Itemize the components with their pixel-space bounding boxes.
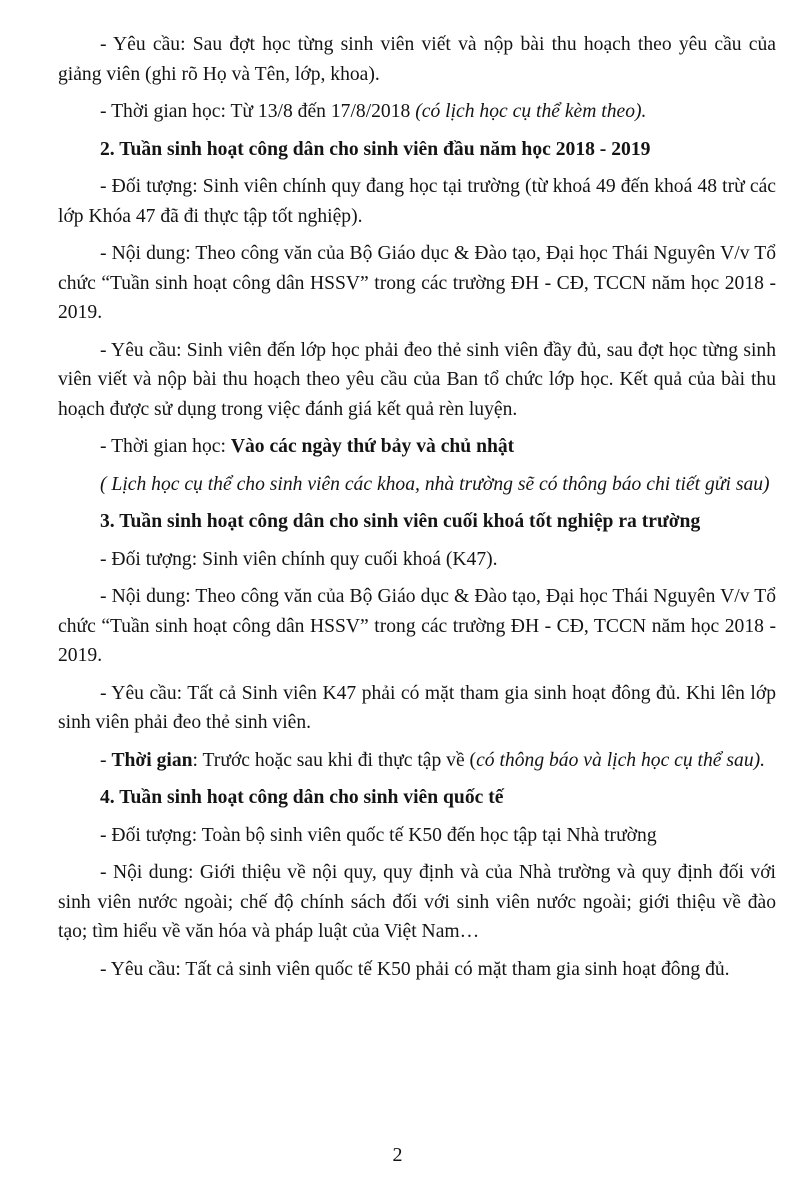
document-page [58, 30, 776, 984]
target-p4: - Đối tượng: Toàn bộ sinh viên quốc tế K50 đến học tập tại Nhà trường [100, 824, 657, 846]
study-time-p2: - Thời gian học: Vào các ngày thứ bảy và chủ nhật [100, 436, 515, 457]
content-p4: - Nội dung: Giới thiệu về nội quy, quy định và của Nhà trường và quy định đối với sinh viên nước ngoài; chế độ chính sách đối với sinh viên nước ngoài; giới thiệu về đào tạo; tìm hiểu về văn hóa và pháp luật của Việt Nam… [58, 862, 776, 942]
requirement-p2: - Yêu cầu: Sinh viên đến lớp học phải đeo thẻ sinh viên đầy đủ, sau đợt học từng sinh viên viết và nộp bài thu hoạch theo yêu cầu của Ban tổ chức lớp học. Kết quả của bài thu hoạch được sử dụng trong việc đánh giá kết quả rèn luyện. [58, 339, 776, 420]
section-4-heading: 4. Tuần sinh hoạt công dân cho sinh viên quốc tế [100, 787, 504, 808]
page-number: 2 [392, 1144, 403, 1166]
target-p3: - Đối tượng: Sinh viên chính quy cuối khoá (K47). [100, 548, 498, 570]
requirement-p3: - Yêu cầu: Tất cả Sinh viên K47 phải có mặt tham gia sinh hoạt đông đủ. Khi lên lớp sinh viên phải đeo thẻ sinh viên. [58, 682, 776, 733]
section-2-heading: 2. Tuần sinh hoạt công dân cho sinh viên đầu năm học 2018 - 2019 [100, 138, 651, 160]
content-p3: - Nội dung: Theo công văn của Bộ Giáo dục & Đào tạo, Đại học Thái Nguyên V/v Tổ chức “Tuần sinh hoạt công dân HSSV” trong các trường ĐH - CĐ, TCCN năm học 2018 - 2019. [58, 586, 776, 666]
study-time-p1: - Thời gian học: Từ 13/8 đến 17/8/2018 (có lịch học cụ thể kèm theo). [100, 101, 647, 122]
section-3-heading: 3. Tuần sinh hoạt công dân cho sinh viên cuối khoá tốt nghiệp ra trường [100, 511, 701, 532]
content-p2: - Nội dung: Theo công văn của Bộ Giáo dục & Đào tạo, Đại học Thái Nguyên V/v Tổ chức “Tuần sinh hoạt công dân HSSV” trong các trường ĐH - CĐ, TCCN năm học 2018 - 2019. [58, 243, 776, 323]
schedule-note-p2: ( Lịch học cụ thể cho sinh viên các khoa, nhà trường sẽ có thông báo chi tiết gửi sau) [100, 473, 770, 495]
requirement-p1: - Yêu cầu: Sau đợt học từng sinh viên viết và nộp bài thu hoạch theo yêu cầu của giảng viên (ghi rõ Họ và Tên, lớp, khoa). [58, 34, 776, 85]
time-p3: - Thời gian: Trước hoặc sau khi đi thực tập về (có thông báo và lịch học cụ thể sau). [100, 749, 766, 771]
requirement-p4: - Yêu cầu: Tất cả sinh viên quốc tế K50 phải có mặt tham gia sinh hoạt đông đủ. [100, 958, 730, 980]
target-p2: - Đối tượng: Sinh viên chính quy đang học tại trường (từ khoá 49 đến khoá 48 trừ các lớp Khóa 47 đã đi thực tập tốt nghiệp). [58, 176, 776, 227]
